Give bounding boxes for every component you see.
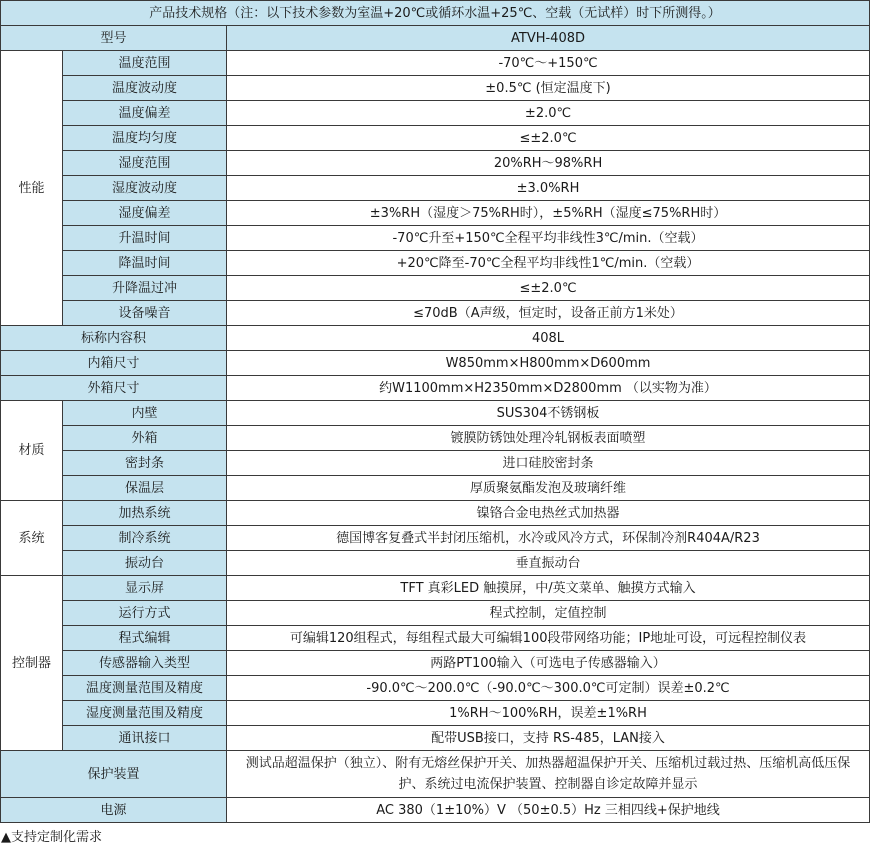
- row-label: 运行方式: [63, 601, 227, 626]
- table-row: [1, 476, 870, 501]
- material-category: 材质: [1, 401, 63, 501]
- row-value: ≤70dB（A声级，恒定时，设备正前方1米处）: [227, 301, 870, 326]
- row-value: 进口硅胶密封条: [227, 451, 870, 476]
- row-value: ≤±2.0℃: [227, 126, 870, 151]
- table-row: [1, 301, 870, 326]
- table-row: [1, 451, 870, 476]
- row-value: -90.0℃～200.0℃（-90.0℃～300.0℃可定制）误差±0.2℃: [227, 676, 870, 701]
- row-value: 20%RH～98%RH: [227, 151, 870, 176]
- row-value: -70℃升至+150℃全程平均非线性3℃/min.（空载）: [227, 226, 870, 251]
- row-value: ±0.5℃ (恒定温度下): [227, 76, 870, 101]
- row-label: 保温层: [63, 476, 227, 501]
- power-label: 电源: [1, 798, 227, 823]
- model-label: 型号: [1, 26, 227, 51]
- table-row: [1, 576, 870, 601]
- footnote: ▲支持定制化需求: [1, 830, 102, 845]
- table-row: [1, 626, 870, 651]
- row-label: 湿度波动度: [63, 176, 227, 201]
- table-row: [1, 201, 870, 226]
- row-label: 传感器输入类型: [63, 651, 227, 676]
- table-row: [1, 726, 870, 751]
- performance-category: 性能: [1, 51, 63, 326]
- table-row: [1, 751, 870, 798]
- row-value: 1%RH～100%RH，误差±1%RH: [227, 701, 870, 726]
- row-label: 内壁: [63, 401, 227, 426]
- row-label: 通讯接口: [63, 726, 227, 751]
- row-label: 显示屏: [63, 576, 227, 601]
- table-row: [1, 501, 870, 526]
- table-row: [1, 226, 870, 251]
- model-value: ATVH-408D: [227, 26, 870, 51]
- table-row: [1, 76, 870, 101]
- row-value: 镍铬合金电热丝式加热器: [227, 501, 870, 526]
- row-label: 制冷系统: [63, 526, 227, 551]
- row-label: 设备噪音: [63, 301, 227, 326]
- row-value: ±3.0%RH: [227, 176, 870, 201]
- row-value: ≤±2.0℃: [227, 276, 870, 301]
- row-value: -70℃～+150℃: [227, 51, 870, 76]
- table-row: [1, 601, 870, 626]
- row-value: 程式控制，定值控制: [227, 601, 870, 626]
- table-row: [1, 51, 870, 76]
- row-value: 厚质聚氨酯发泡及玻璃纤维: [227, 476, 870, 501]
- protection-label: 保护装置: [1, 751, 227, 798]
- power-value: AC 380（1±10%）V （50±0.5）Hz 三相四线+保护地线: [227, 798, 870, 823]
- row-label: 降温时间: [63, 251, 227, 276]
- row-label: 温度测量范围及精度: [63, 676, 227, 701]
- row-value: +20℃降至-70℃全程平均非线性1℃/min.（空载）: [227, 251, 870, 276]
- table-row: [1, 151, 870, 176]
- row-label: 湿度偏差: [63, 201, 227, 226]
- row-label: 温度波动度: [63, 76, 227, 101]
- table-row: [1, 376, 870, 401]
- row-value: 两路PT100输入（可选电子传感器输入）: [227, 651, 870, 676]
- row-label: 加热系统: [63, 501, 227, 526]
- table-row: [1, 798, 870, 823]
- table-row: [1, 651, 870, 676]
- row-value: TFT 真彩LED 触摸屏，中/英文菜单、触摸方式输入: [227, 576, 870, 601]
- outer_size-value: 约W1100mm×H2350mm×D2800mm （以实物为准）: [227, 376, 870, 401]
- row-label: 温度偏差: [63, 101, 227, 126]
- row-label: 外箱: [63, 426, 227, 451]
- row-label: 程式编辑: [63, 626, 227, 651]
- row-value: 垂直振动台: [227, 551, 870, 576]
- row-value: ±2.0℃: [227, 101, 870, 126]
- row-label: 升温时间: [63, 226, 227, 251]
- table-row: [1, 401, 870, 426]
- row-label: 温度范围: [63, 51, 227, 76]
- table-row: [1, 176, 870, 201]
- table-row: [1, 701, 870, 726]
- table-row: [1, 351, 870, 376]
- row-value: SUS304不锈钢板: [227, 401, 870, 426]
- table-row: [1, 126, 870, 151]
- row-label: 温度均匀度: [63, 126, 227, 151]
- table-row: [1, 676, 870, 701]
- system-category: 系统: [1, 501, 63, 576]
- row-label: 振动台: [63, 551, 227, 576]
- outer_size-label: 外箱尺寸: [1, 376, 227, 401]
- table-row: [1, 251, 870, 276]
- row-label: 升降温过冲: [63, 276, 227, 301]
- table-row: [1, 526, 870, 551]
- table-row: [1, 326, 870, 351]
- row-value: 配带USB接口，支持 RS-485，LAN接入: [227, 726, 870, 751]
- table-row: [1, 426, 870, 451]
- row-label: 湿度测量范围及精度: [63, 701, 227, 726]
- row-value: ±3%RH（湿度＞75%RH时），±5%RH（湿度≤75%RH时）: [227, 201, 870, 226]
- row-value: 镀膜防锈蚀处理冷轧钢板表面喷塑: [227, 426, 870, 451]
- row-value: 德国博客复叠式半封闭压缩机，水冷或风冷方式，环保制冷剂R404A/R23: [227, 526, 870, 551]
- table-row: [1, 276, 870, 301]
- protection-value: 测试品超温保护（独立）、附有无熔丝保护开关、加热器超温保护开关、压缩机过载过热、压缩机高低压保护、系统过电流保护装置、控制器自诊定故障并显示: [227, 751, 870, 798]
- inner_size-value: W850mm×H800mm×D600mm: [227, 351, 870, 376]
- controller-category: 控制器: [1, 576, 63, 751]
- volume-value: 408L: [227, 326, 870, 351]
- inner_size-label: 内箱尺寸: [1, 351, 227, 376]
- row-label: 湿度范围: [63, 151, 227, 176]
- volume-label: 标称内容积: [1, 326, 227, 351]
- table-title: 产品技术规格（注：以下技术参数为室温+20℃或循环水温+25℃、空载（无试样）时下所测得。）: [1, 1, 870, 26]
- row-label: 密封条: [63, 451, 227, 476]
- row-value: 可编辑120组程式，每组程式最大可编辑100段带网络功能；IP地址可设，可远程控制仪表: [227, 626, 870, 651]
- table-row: [1, 551, 870, 576]
- table-row: [1, 101, 870, 126]
